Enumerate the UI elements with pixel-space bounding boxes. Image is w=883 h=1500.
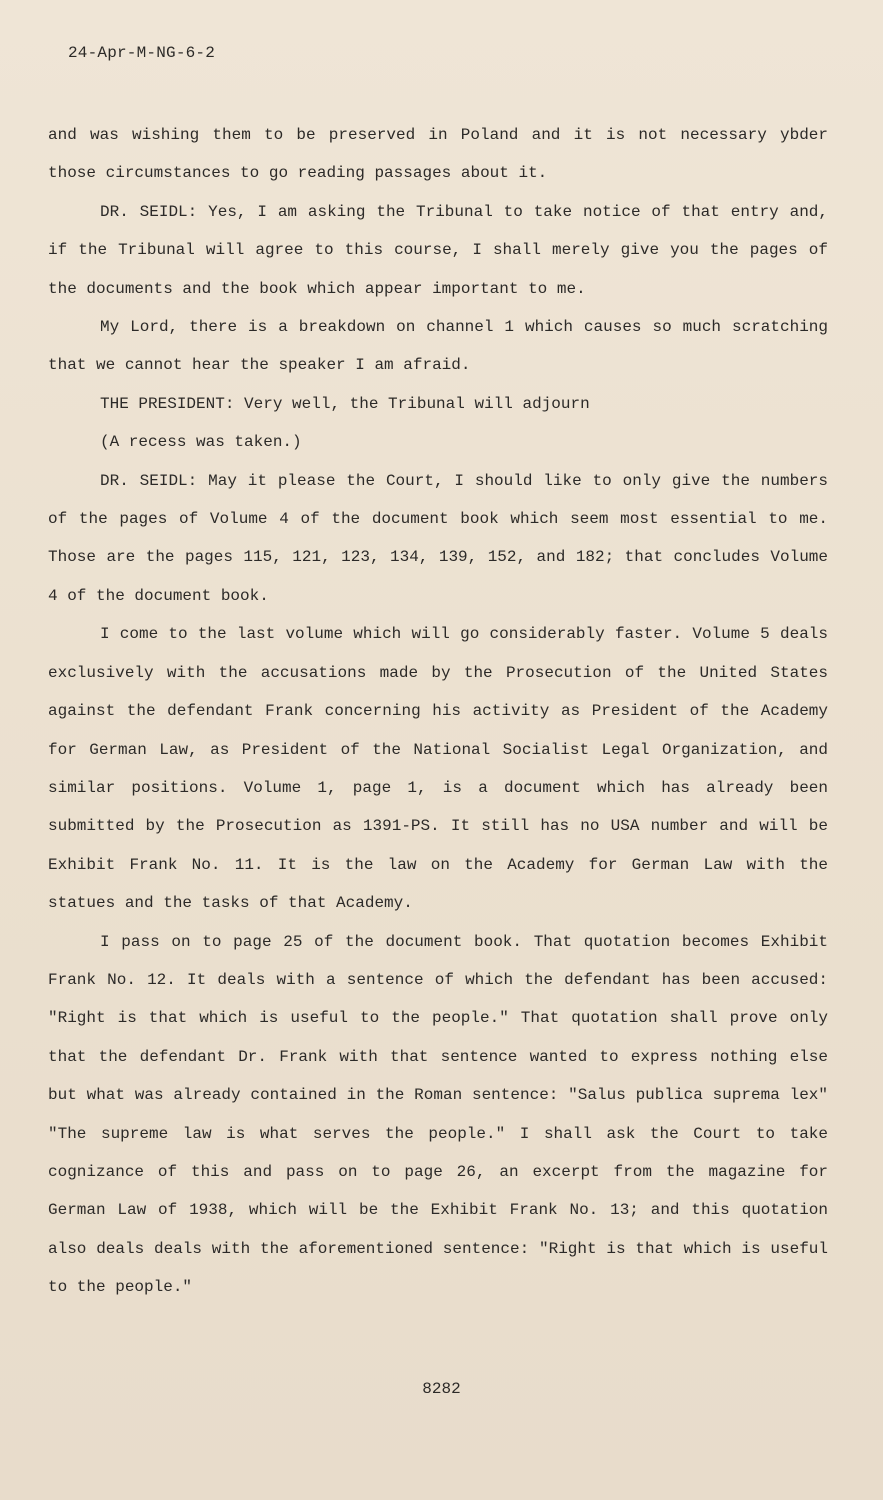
- transcript-body: [48, 116, 828, 1307]
- page-number: 8282: [422, 1380, 461, 1398]
- paragraph-recess: (A recess was taken.): [100, 433, 302, 452]
- paragraph-president: THE PRESIDENT: Very well, the Tribunal will adjourn: [100, 394, 590, 413]
- paragraph-seidl-volume-4: DR. SEIDL: May it please the Court, I should like to only give the numbers of the pages of Volume 4 of the document book which seem most essential to me. Those are the pages 115, 121, 123, 134, 139, 152, and 182; that concludes Volume 4 of the document book.: [48, 471, 828, 605]
- paragraph-seidl-notice: DR. SEIDL: Yes, I am asking the Tribunal to take notice of that entry and, if the Tribunal will agree to this course, I shall merely give you the pages of the documents and the book which appear important to me.: [48, 202, 828, 298]
- paragraph-volume-5: I come to the last volume which will go considerably faster. Volume 5 deals exclusively with the accusations made by the Prosecution of the United States against the defendant Frank concerning his activity as President of the Academy for German Law, as President of the National Socialist Legal Organization, and similar positions. Volume 1, page 1, is a document which has already been submitted by the Prosecution as 1391-PS. It still has no USA number and will be Exhibit Frank No. 11. It is the law on the Academy for German Law with the statues and the tasks of that Academy.: [48, 625, 828, 913]
- paragraph-page-25: I pass on to page 25 of the document book. That quotation becomes Exhibit Frank No. 12. It deals with a sentence of which the defendant has been accused: "Right is that which is useful to the people." That quotation shall prove only that the defendant Dr. Frank with that sentence wanted to express nothing else but what was already contained in the Roman sentence: "Salus publica suprema lex" "The supreme law is what serves the people." I shall ask the Court to take cognizance of this and pass on to page 26, an excerpt from the magazine for German Law of 1938, which will be the Exhibit Frank No. 13; and this quotation also deals deals with the aforementioned sentence: "Right is that which is useful to the people.": [48, 932, 828, 1297]
- paragraph-continuation: and was wishing them to be preserved in Poland and it is not necessary ybder those circumstances to go reading passages about it.: [48, 126, 828, 183]
- document-code: 24-Apr-M-NG-6-2: [68, 44, 216, 62]
- paragraph-breakdown: My Lord, there is a breakdown on channel 1 which causes so much scratching that we cannot hear the speaker I am afraid.: [48, 318, 828, 375]
